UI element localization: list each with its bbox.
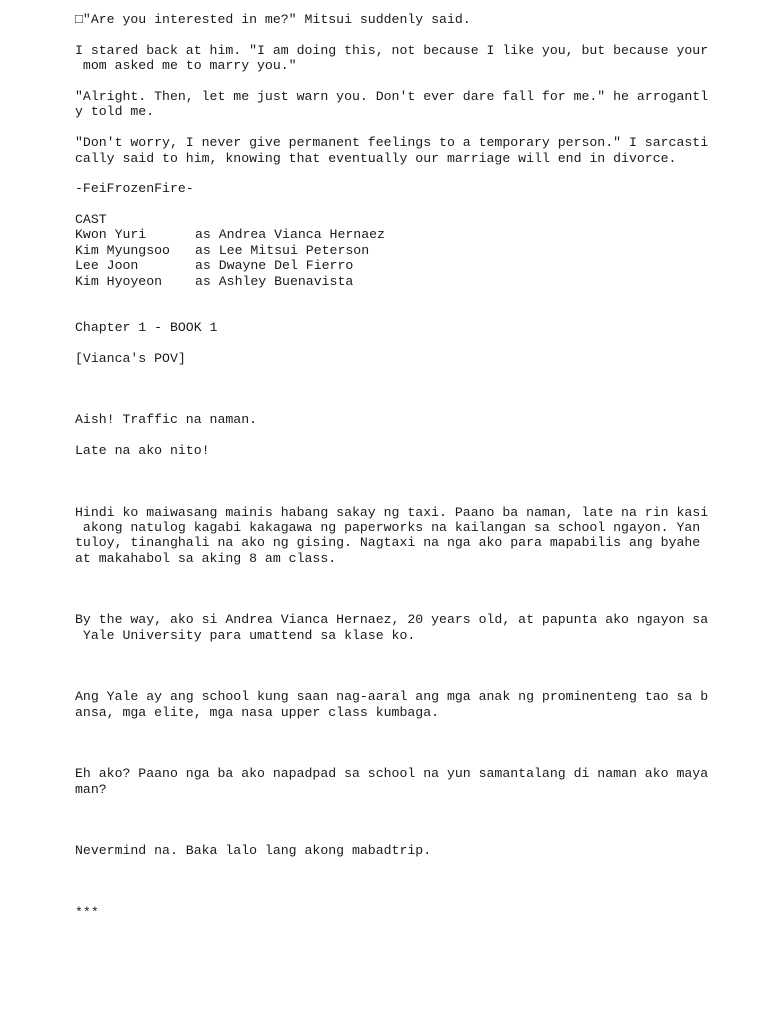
text-line: Late na ako nito! <box>75 442 210 458</box>
story-paragraph <box>75 505 755 567</box>
text-line: Hindi ko maiwasang mainis habang sakay ng taxi. Paano ba naman, late na rin kasi <box>75 504 709 520</box>
text-line: at makahabol sa aking 8 am class. <box>75 550 337 566</box>
cast-role: as Andrea Vianca Hernaez <box>195 227 385 243</box>
cast-heading: CAST <box>75 212 107 228</box>
story-paragraph <box>75 766 755 797</box>
cast-actor: Kwon Yuri <box>75 227 147 243</box>
text-line: y told me. <box>75 104 155 120</box>
text-line: ansa, mga elite, mga nasa upper class kumbaga. <box>75 704 440 720</box>
cast-row <box>75 243 755 258</box>
text-line: Eh ako? Paano nga ba ako napadpad sa school na yun samantalang di naman ako maya <box>75 766 709 782</box>
text-line: □"Are you interested in me?" Mitsui suddenly said. <box>75 12 471 27</box>
text-line: I stared back at him. "I am doing this, not because I like you, but because your <box>75 42 709 58</box>
intro-paragraph-2 <box>75 43 755 74</box>
text-line: cally said to him, knowing that eventually our marriage will end in divorce. <box>75 150 677 166</box>
cast-role: as Ashley Buenavista <box>195 273 354 289</box>
text-line: tuloy, tinanghali na ako ng gising. Nagtaxi na nga ako para mapabilis ang byahe <box>75 535 701 551</box>
document-page <box>75 12 755 920</box>
cast-actor: Kim Myungsoo <box>75 242 170 258</box>
cast-section <box>75 212 755 289</box>
cast-role: as Lee Mitsui Peterson <box>195 242 370 258</box>
text-line: "Alright. Then, let me just warn you. Don't ever dare fall for me." he arrogantl <box>75 88 709 104</box>
pov-label: [Vianca's POV] <box>75 350 186 366</box>
text-line: "Don't worry, I never give permanent feelings to a temporary person." I sarcasti <box>75 135 709 151</box>
cast-actor: Lee Joon <box>75 258 139 274</box>
text-line: Ang Yale ay ang school kung saan nag-aaral ang mga anak ng prominenteng tao sa b <box>75 689 709 705</box>
text-line: man? <box>75 781 107 797</box>
text-line: Yale University para umattend sa klase ko. <box>75 627 416 643</box>
cast-row <box>75 258 755 273</box>
chapter-title: Chapter 1 - BOOK 1 <box>75 319 218 335</box>
cast-role: as Dwayne Del Fierro <box>195 258 354 274</box>
cast-row <box>75 274 755 289</box>
cast-row <box>75 227 755 242</box>
cast-actor: Kim Hyoyeon <box>75 273 163 289</box>
text-line: Nevermind na. Baka lalo lang akong mabadtrip. <box>75 843 432 859</box>
text-line: Aish! Traffic na naman. <box>75 412 258 428</box>
scene-break <box>75 905 755 920</box>
intro-paragraph-1 <box>75 12 755 27</box>
intro-paragraph-3 <box>75 89 755 120</box>
intro-paragraph-4 <box>75 135 755 166</box>
story-paragraph <box>75 412 755 427</box>
story-paragraph <box>75 689 755 720</box>
text-line: By the way, ako si Andrea Vianca Hernaez, 20 years old, at papunta ako ngayon sa <box>75 612 709 628</box>
author-signature <box>75 181 755 196</box>
story-paragraph <box>75 443 755 458</box>
text-line: akong natulog kagabi kakagawa ng paperworks na kailangan sa school ngayon. Yan <box>75 519 701 535</box>
story-paragraph <box>75 843 755 858</box>
story-paragraph <box>75 612 755 643</box>
text-line: mom asked me to marry you." <box>75 58 297 74</box>
text-line: *** <box>75 904 99 920</box>
text-line: -FeiFrozenFire- <box>75 181 194 197</box>
